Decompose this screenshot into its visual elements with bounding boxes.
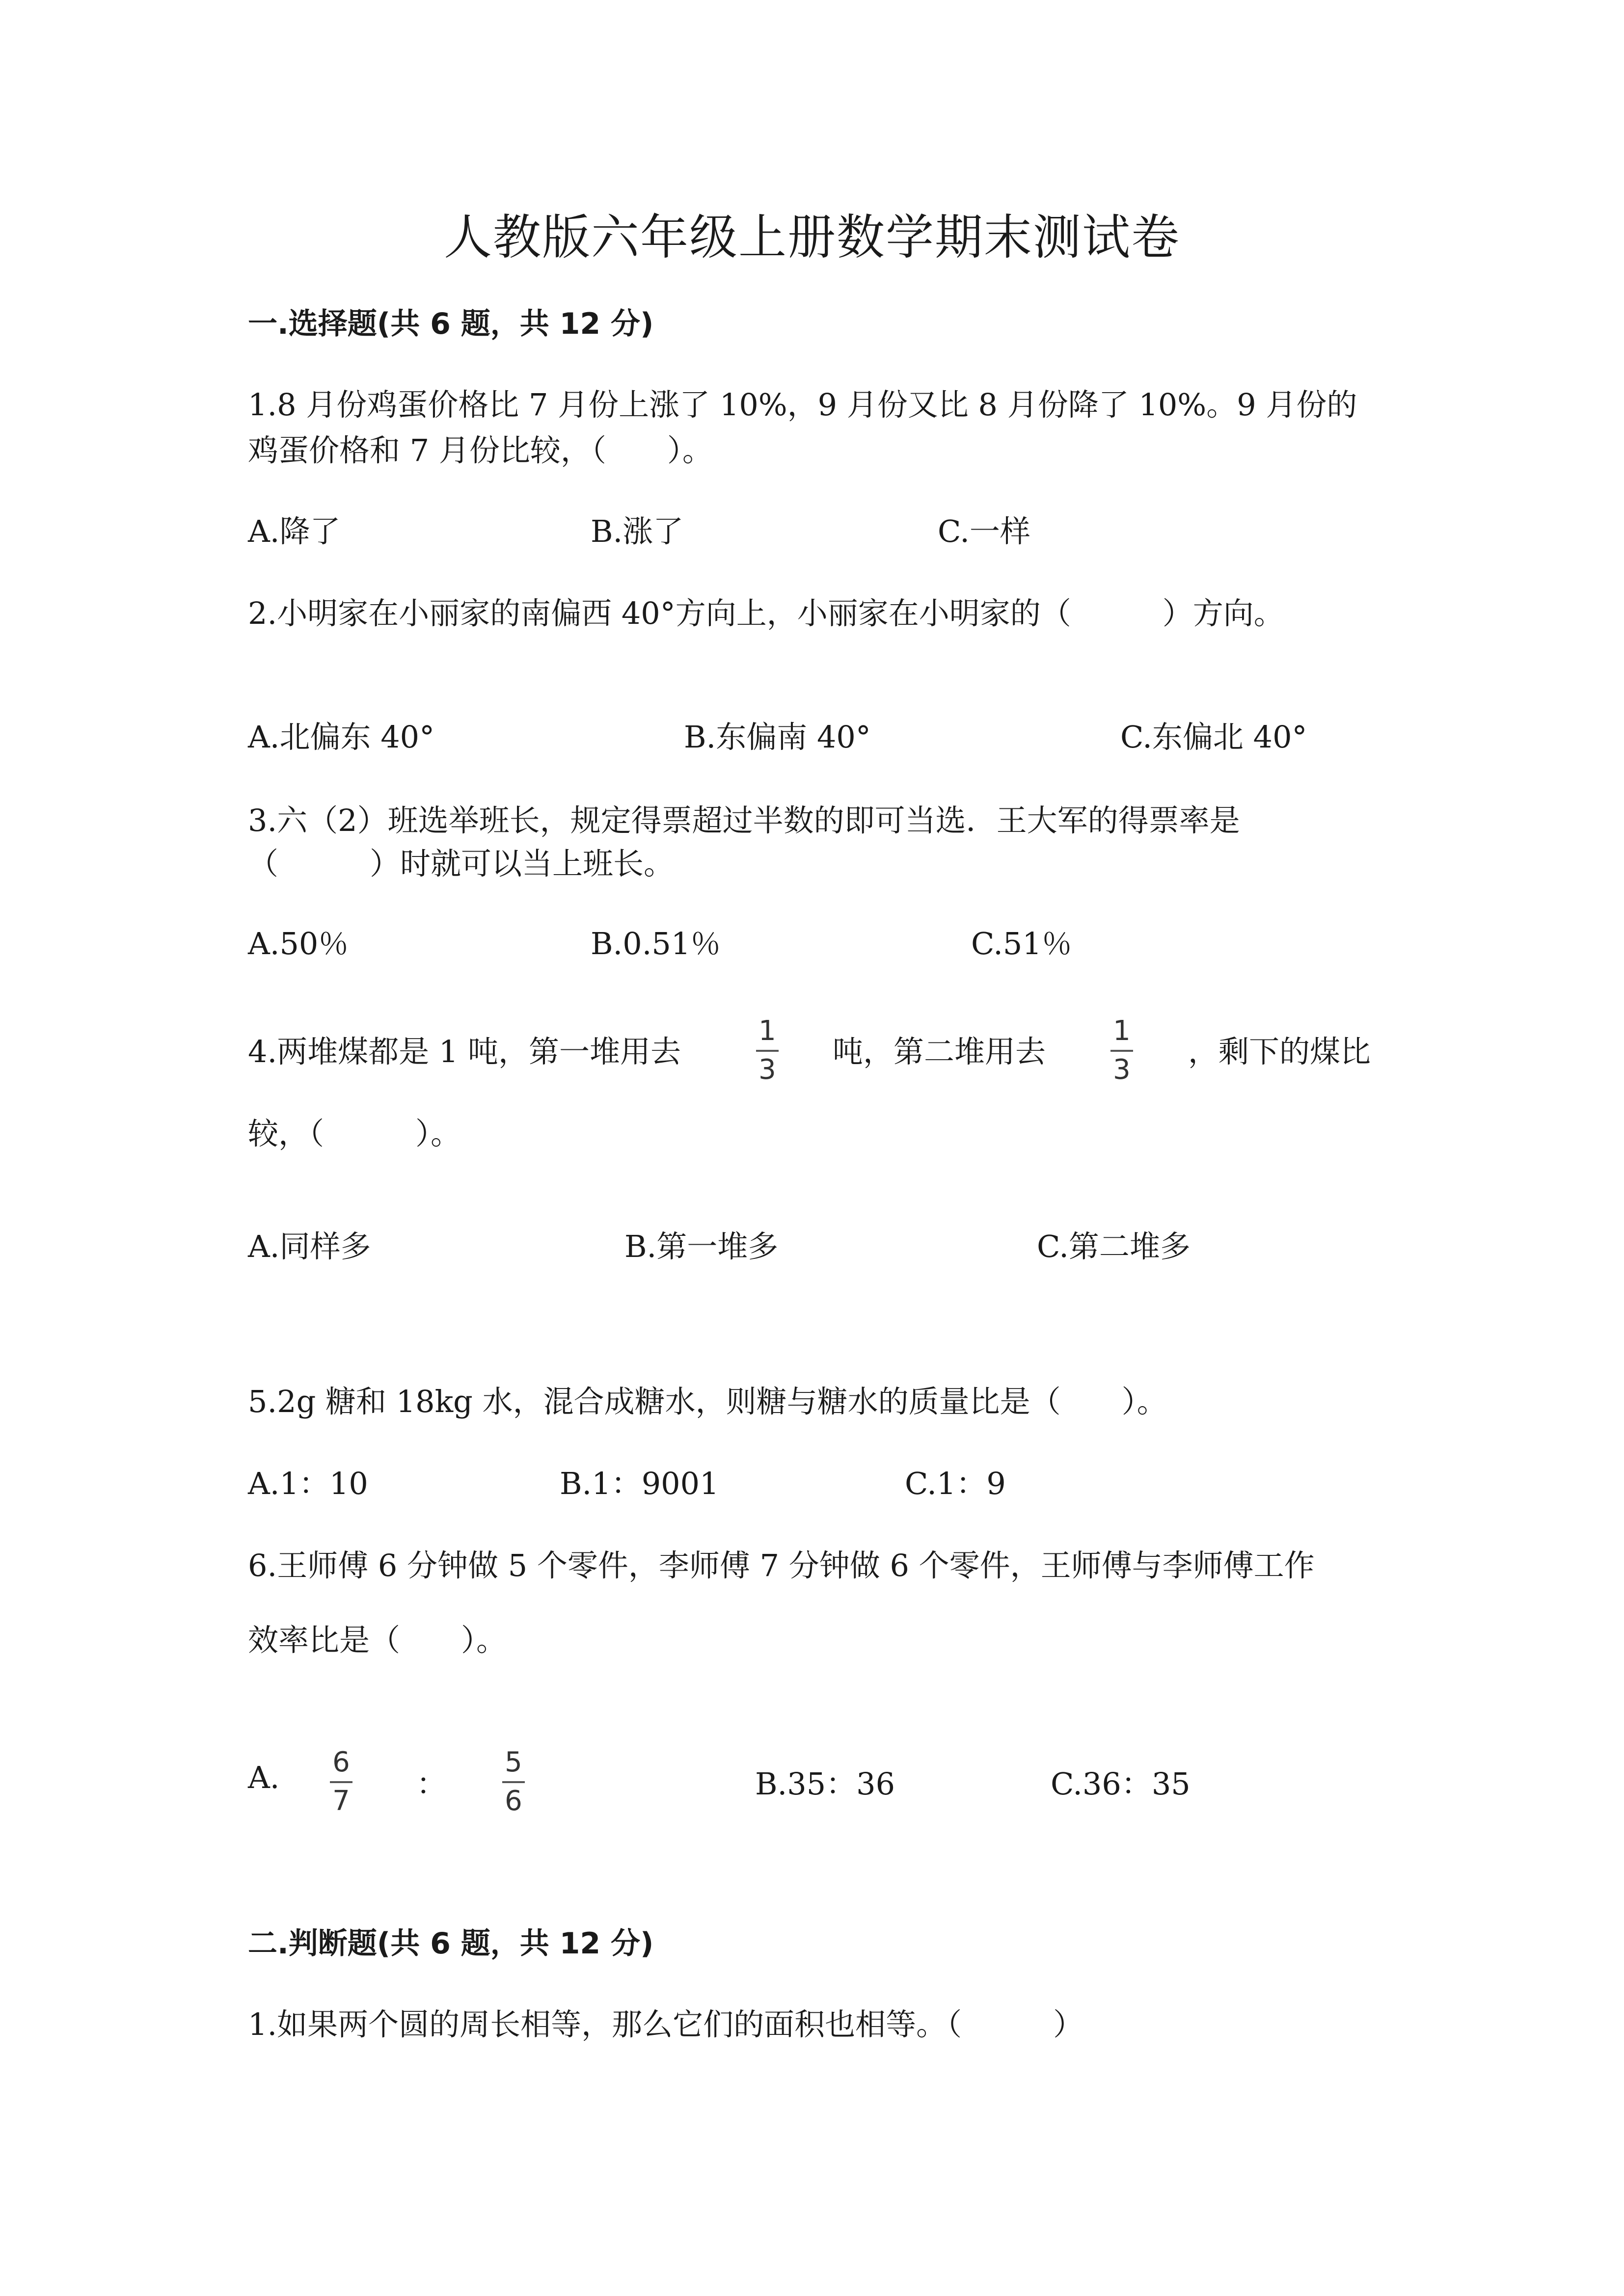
section-2-heading: 二.判断题(共 6 题，共 12 分)	[248, 1926, 654, 1961]
q6-option-a-colon: ：	[416, 1766, 447, 1802]
q3-option-b[interactable]: B.0.51％	[591, 926, 721, 961]
q3-option-a[interactable]: A.50％	[248, 926, 349, 961]
q4-text-part3: ，剩下的煤比	[1188, 1034, 1371, 1069]
q4-fraction-2-numerator: 1	[1113, 1015, 1131, 1047]
q6-fraction-2-numerator: 5	[505, 1746, 522, 1778]
q1-option-a[interactable]: A.降了	[248, 513, 341, 549]
q1-option-c[interactable]: C.一样	[938, 513, 1030, 549]
page-title: 人教版六年级上册数学期末测试卷	[443, 210, 1180, 266]
q6-option-a-prefix[interactable]: A.	[248, 1760, 280, 1795]
q6-option-b[interactable]: B.35：36	[755, 1766, 895, 1802]
q4-text-part1: 4.两堆煤都是 1 吨，第一堆用去	[248, 1034, 681, 1069]
q1-line1: 1.8 月份鸡蛋价格比 7 月份上涨了 10%，9 月份又比 8 月份降了 10%。9 月份的	[248, 387, 1357, 423]
fraction-bar	[330, 1781, 352, 1783]
judge-q1-line1: 1.如果两个圆的周长相等，那么它们的面积也相等。（ ）	[248, 2006, 1084, 2042]
q5-option-c[interactable]: C.1：9	[905, 1466, 1006, 1501]
q4-fraction-1-numerator: 1	[758, 1015, 776, 1047]
q2-option-a[interactable]: A.北偏东 40°	[248, 719, 435, 755]
q2-option-c[interactable]: C.东偏北 40°	[1120, 719, 1307, 755]
q4-option-c[interactable]: C.第二堆多	[1037, 1228, 1191, 1264]
q4-option-b[interactable]: B.第一堆多	[624, 1228, 779, 1264]
q2-line1: 2.小明家在小丽家的南偏西 40°方向上，小丽家在小明家的（ ）方向。	[248, 595, 1284, 631]
q3-line2: （ ）时就可以当上班长。	[248, 846, 675, 881]
q5-line1: 5.2g 糖和 18kg 水，混合成糖水，则糖与糖水的质量比是（ ）。	[248, 1384, 1167, 1419]
q6-option-c[interactable]: C.36：35	[1051, 1766, 1191, 1802]
q6-fraction-1-denominator: 7	[332, 1785, 350, 1817]
q1-option-b[interactable]: B.涨了	[591, 513, 684, 549]
q4-fraction-1-denominator: 3	[758, 1054, 776, 1086]
q5-option-b[interactable]: B.1：9001	[560, 1466, 719, 1501]
q2-option-b[interactable]: B.东偏南 40°	[684, 719, 871, 755]
q6-option-a-fraction-1	[330, 1746, 352, 1817]
q1-line2: 鸡蛋价格和 7 月份比较，（ ）。	[248, 432, 713, 468]
q6-line2: 效率比是（ ）。	[248, 1622, 507, 1658]
q4-option-a[interactable]: A.同样多	[248, 1228, 371, 1264]
q4-fraction-1	[756, 1015, 779, 1086]
fraction-bar	[1110, 1050, 1133, 1052]
q4-fraction-2	[1110, 1015, 1133, 1086]
q4-line2: 较，（ ）。	[248, 1116, 461, 1151]
q3-option-c[interactable]: C.51％	[971, 926, 1072, 961]
fraction-bar	[756, 1050, 779, 1052]
q5-option-a[interactable]: A.1：10	[248, 1466, 368, 1501]
q6-fraction-2-denominator: 6	[505, 1785, 522, 1817]
q6-option-a-fraction-2	[502, 1746, 525, 1817]
q3-line1: 3.六（2）班选举班长，规定得票超过半数的即可当选．王大军的得票率是	[248, 802, 1240, 838]
q6-fraction-1-numerator: 6	[332, 1746, 350, 1778]
q4-fraction-2-denominator: 3	[1113, 1054, 1131, 1086]
section-1-heading: 一.选择题(共 6 题，共 12 分)	[248, 307, 654, 341]
fraction-bar	[502, 1781, 525, 1783]
q4-text-part2: 吨，第二堆用去	[833, 1034, 1046, 1069]
q6-line1: 6.王师傅 6 分钟做 5 个零件，李师傅 7 分钟做 6 个零件，王师傅与李师傅工作	[248, 1548, 1315, 1583]
